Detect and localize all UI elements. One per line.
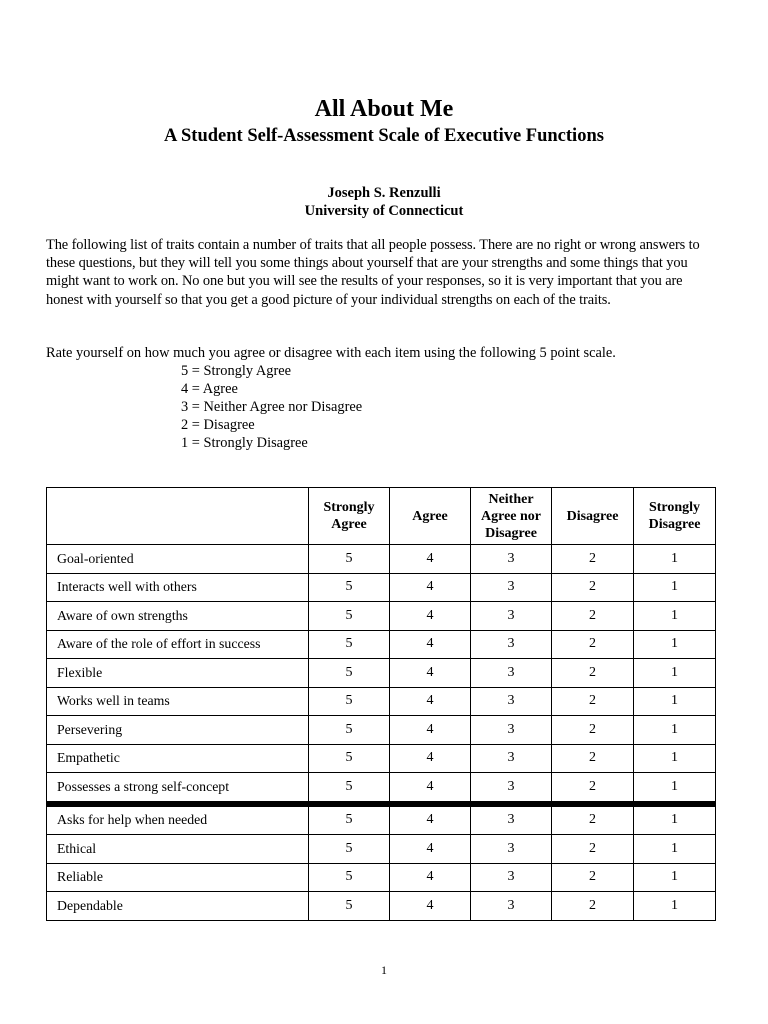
- rating-option[interactable]: 4: [390, 545, 471, 574]
- scale-item: 2 = Disagree: [181, 417, 255, 433]
- rating-option[interactable]: 5: [309, 716, 390, 745]
- rating-option[interactable]: 1: [634, 630, 716, 659]
- table-row: [47, 863, 716, 892]
- rating-option[interactable]: 2: [552, 892, 634, 921]
- header-strongly-agree: Strongly Agree: [309, 488, 390, 545]
- rating-option[interactable]: 5: [309, 630, 390, 659]
- header-strongly-disagree: Strongly Disagree: [634, 488, 716, 545]
- rating-option[interactable]: 4: [390, 863, 471, 892]
- rating-option[interactable]: 4: [390, 892, 471, 921]
- trait-label: Works well in teams: [47, 687, 309, 716]
- rating-option[interactable]: 5: [309, 892, 390, 921]
- rating-option[interactable]: 5: [309, 573, 390, 602]
- rating-option[interactable]: 5: [309, 602, 390, 631]
- rating-option[interactable]: 2: [552, 545, 634, 574]
- header-trait: [47, 488, 309, 545]
- table-row: [47, 716, 716, 745]
- rating-option[interactable]: 4: [390, 835, 471, 864]
- rating-option[interactable]: 2: [552, 659, 634, 688]
- scale-item: 1 = Strongly Disagree: [181, 435, 308, 451]
- rating-option[interactable]: 4: [390, 602, 471, 631]
- trait-label: Ethical: [47, 835, 309, 864]
- rating-option[interactable]: 3: [471, 716, 552, 745]
- rating-option[interactable]: 5: [309, 744, 390, 773]
- scale-item: 3 = Neither Agree nor Disagree: [181, 399, 363, 415]
- table-row: [47, 835, 716, 864]
- rating-option[interactable]: 2: [552, 804, 634, 835]
- rating-option[interactable]: 1: [634, 687, 716, 716]
- table-row: [47, 573, 716, 602]
- trait-label: Aware of own strengths: [47, 602, 309, 631]
- rating-option[interactable]: 5: [309, 773, 390, 804]
- rating-option[interactable]: 3: [471, 863, 552, 892]
- trait-label: Asks for help when needed: [47, 804, 309, 835]
- trait-label: Aware of the role of effort in success: [47, 630, 309, 659]
- trait-label: Persevering: [47, 716, 309, 745]
- rating-option[interactable]: 5: [309, 687, 390, 716]
- rating-option[interactable]: 4: [390, 630, 471, 659]
- rating-option[interactable]: 4: [390, 773, 471, 804]
- table-row: [47, 804, 716, 835]
- table-row: [47, 773, 716, 804]
- table-row: [47, 602, 716, 631]
- rating-option[interactable]: 4: [390, 716, 471, 745]
- header-neither: Neither Agree nor Disagree: [471, 488, 552, 545]
- rating-option[interactable]: 3: [471, 630, 552, 659]
- rating-option[interactable]: 2: [552, 744, 634, 773]
- rating-option[interactable]: 4: [390, 744, 471, 773]
- rating-option[interactable]: 3: [471, 602, 552, 631]
- rating-option[interactable]: 4: [390, 573, 471, 602]
- rating-option[interactable]: 1: [634, 744, 716, 773]
- rating-option[interactable]: 3: [471, 804, 552, 835]
- rating-option[interactable]: 1: [634, 716, 716, 745]
- page-subtitle: A Student Self-Assessment Scale of Executive Functions: [164, 126, 604, 146]
- rating-option[interactable]: 5: [309, 659, 390, 688]
- rating-option[interactable]: 5: [309, 835, 390, 864]
- rating-option[interactable]: 5: [309, 804, 390, 835]
- table-row: [47, 545, 716, 574]
- rating-option[interactable]: 1: [634, 892, 716, 921]
- rating-option[interactable]: 2: [552, 863, 634, 892]
- rating-option[interactable]: 4: [390, 687, 471, 716]
- rating-option[interactable]: 3: [471, 573, 552, 602]
- rating-option[interactable]: 4: [390, 659, 471, 688]
- rating-option[interactable]: 3: [471, 687, 552, 716]
- rating-option[interactable]: 3: [471, 835, 552, 864]
- rating-option[interactable]: 1: [634, 545, 716, 574]
- rating-option[interactable]: 2: [552, 716, 634, 745]
- rating-option[interactable]: 1: [634, 659, 716, 688]
- table-header-row: [47, 488, 716, 545]
- table-row: [47, 744, 716, 773]
- rating-option[interactable]: 3: [471, 892, 552, 921]
- table-body: [47, 545, 716, 921]
- rating-option[interactable]: 3: [471, 659, 552, 688]
- table-row: [47, 659, 716, 688]
- rating-option[interactable]: 5: [309, 545, 390, 574]
- rating-scale-legend: [181, 362, 362, 452]
- trait-label: Flexible: [47, 659, 309, 688]
- rating-option[interactable]: 1: [634, 863, 716, 892]
- table-row: [47, 892, 716, 921]
- scale-item: 4 = Agree: [181, 381, 238, 397]
- page-number: 1: [381, 963, 387, 977]
- rating-option[interactable]: 1: [634, 573, 716, 602]
- trait-label: Reliable: [47, 863, 309, 892]
- rating-option[interactable]: 2: [552, 602, 634, 631]
- rating-option[interactable]: 1: [634, 773, 716, 804]
- rating-option[interactable]: 2: [552, 773, 634, 804]
- intro-paragraph: The following list of traits contain a number of traits that all people possess. There are no right or wrong answers to these questions, but they will tell you some things about yourself that are your strengths and some things that you might want to work on. No one but you will see the results of your responses, so it is very important that you are honest with yourself so that you get a good picture of your individual strengths on each of the traits.: [46, 237, 700, 308]
- trait-label: Dependable: [47, 892, 309, 921]
- assessment-table: [46, 487, 716, 921]
- trait-label: Empathetic: [47, 744, 309, 773]
- page-title: All About Me: [314, 96, 454, 122]
- rating-option[interactable]: 1: [634, 835, 716, 864]
- trait-label: Interacts well with others: [47, 573, 309, 602]
- rating-option[interactable]: 1: [634, 804, 716, 835]
- rating-option[interactable]: 2: [552, 687, 634, 716]
- header-agree: Agree: [390, 488, 471, 545]
- rating-option[interactable]: 2: [552, 573, 634, 602]
- author-name: Joseph S. Renzulli: [327, 185, 441, 201]
- author-affiliation: University of Connecticut: [304, 203, 464, 219]
- header-disagree: Disagree: [552, 488, 634, 545]
- table-row: [47, 687, 716, 716]
- rating-instruction: Rate yourself on how much you agree or disagree with each item using the following 5 point scale.: [46, 345, 616, 361]
- trait-label: Possesses a strong self-concept: [47, 773, 309, 804]
- rating-option[interactable]: 4: [390, 804, 471, 835]
- table-row: [47, 630, 716, 659]
- scale-item: 5 = Strongly Agree: [181, 363, 292, 379]
- rating-option[interactable]: 2: [552, 630, 634, 659]
- rating-option[interactable]: 3: [471, 773, 552, 804]
- trait-label: Goal-oriented: [47, 545, 309, 574]
- rating-option[interactable]: 3: [471, 545, 552, 574]
- rating-option[interactable]: 3: [471, 744, 552, 773]
- rating-option[interactable]: 5: [309, 863, 390, 892]
- rating-option[interactable]: 1: [634, 602, 716, 631]
- rating-option[interactable]: 2: [552, 835, 634, 864]
